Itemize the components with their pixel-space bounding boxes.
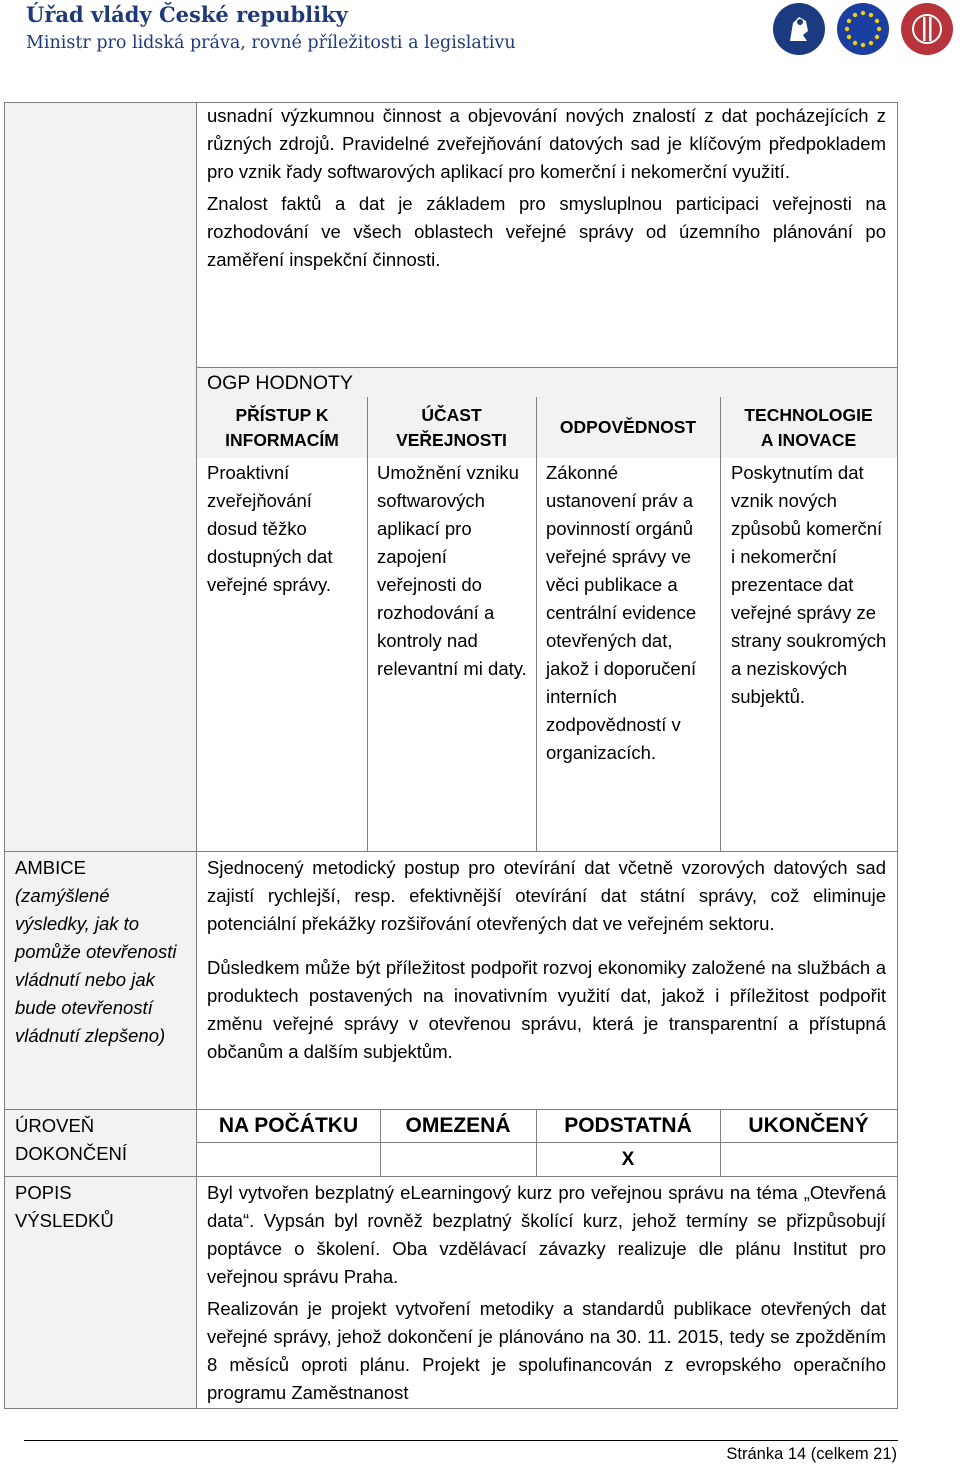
intro-text: [207, 102, 886, 274]
heading-public-participation: ÚČAST VEŘEJNOSTI: [396, 405, 507, 450]
completion-label: ÚROVEŇ DOKONČENÍ: [15, 1115, 128, 1164]
ambition-label: AMBICE (zamýšlené výsledky, jak to pomůže otevřenosti vládnutí nebo jak bude otevřeností vládnutí zlepšeno): [15, 854, 185, 1050]
ambition-paragraph-1: Sjednocený metodický postup pro otevírání dat včetně vzorových datových sad zajistí rychlejší, resp. efektivnější otevírání dat státní správy, což eliminuje potenciální překážky rozšiřování otevřených dat ve veřejném sektoru.: [207, 857, 886, 934]
value-text-accountability: Zákonné ustanovení práv a povinností orgánů veřejné správy ve věci publikace a centrální evidence otevřených dat, jakož i doporučení interních zodpovědností v organizacích.: [546, 462, 697, 763]
results-paragraph-1: Byl vytvořen bezplatný eLearningový kurz pro veřejnou správu na téma „Otevřená data“. Vypsán byl rovněž bezplatný školící kurz, jehož termíny se přizpůsobují poptávce o školení. Oba vzdělávací závazky realizuje dle plánu Institut pro veřejnou správu Praha.: [207, 1182, 886, 1287]
results-text: [207, 1179, 886, 1407]
value-text-access: Proaktivní zveřejňování dosud těžko dostupných dat veřejné správy.: [207, 462, 333, 595]
page-number: Stránka 14 (celkem 21): [726, 1445, 897, 1463]
intro-paragraph-2: Znalost faktů a dat je základem pro smysluplnou participaci veřejnosti na rozhodování ve všech oblastech veřejné správy od územního plánování po zaměření inspekční činnosti.: [207, 193, 886, 270]
footer-rule: [24, 1440, 898, 1441]
ambition-text: [207, 854, 886, 1066]
level-limited: OMEZENÁ: [405, 1114, 511, 1137]
value-text-participation: Umožnění vzniku softwarových aplikací pro zapojení veřejnosti do rozhodování a kontroly nad relevantní mi daty.: [377, 462, 527, 679]
intro-paragraph-1: usnadní výzkumnou činnost a objevování nových znalostí z dat pocházejících z různých zdrojů. Pravidelné zveřejňování datových sad je klíčovým předpokladem pro vznik řady softwarových aplikací pro komerční i nekomerční využití.: [207, 105, 886, 182]
level-beginning: NA POČÁTKU: [218, 1114, 359, 1137]
heading-technology-innovation: TECHNOLOGIE A INOVACE: [744, 405, 873, 450]
ambition-paragraph-2: Důsledkem může být příležitost podpořit rozvoj ekonomiky založené na službách a produktech postavených na inovativním využití dat, jakož i příležitost podpořit změnu veřejné správy v otevřenou správu, která je transparentní a přístupná občanům a dalším subjektům.: [207, 957, 886, 1062]
minister-subtitle: Ministr pro lidská práva, rovné příležitosti a legislativu: [26, 33, 516, 53]
mark-substantial: X: [621, 1149, 635, 1170]
eu-stars-icon: [837, 3, 889, 55]
office-title: Úřad vlády České republiky: [26, 2, 348, 27]
level-completed: UKONČENÝ: [748, 1114, 869, 1137]
level-substantial: PODSTATNÁ: [564, 1114, 692, 1137]
ogp-values-title: OGP HODNOTY: [207, 372, 353, 394]
heading-accountability: ODPOVĚDNOST: [559, 417, 697, 437]
lion-emblem-icon: [773, 3, 825, 55]
results-label: POPIS VÝSLEDKŮ: [15, 1182, 114, 1231]
ambition-label-description: (zamýšlené výsledky, jak to pomůže otevřenosti vládnutí nebo jak bude otevřeností vládnutí zlepšeno): [15, 885, 177, 1046]
heading-access-to-information: PŘÍSTUP K INFORMACÍM: [225, 405, 339, 450]
results-paragraph-2: Realizován je projekt vytvoření metodiky a standardů publikace otevřených dat veřejné správy, jehož dokončení je plánováno na 30. 11. 2015, tedy se zpožděním 8 měsíců oproti plánu. Projekt je spolufinancován z evropského operačního programu Zaměstnanost: [207, 1298, 886, 1403]
value-text-technology: Poskytnutím dat vznik nových způsobů komerční i nekomerční prezentace dat veřejné správy ze strany soukromých a neziskových subjektů.: [731, 462, 887, 707]
ogp-logo-icon: [901, 3, 953, 55]
